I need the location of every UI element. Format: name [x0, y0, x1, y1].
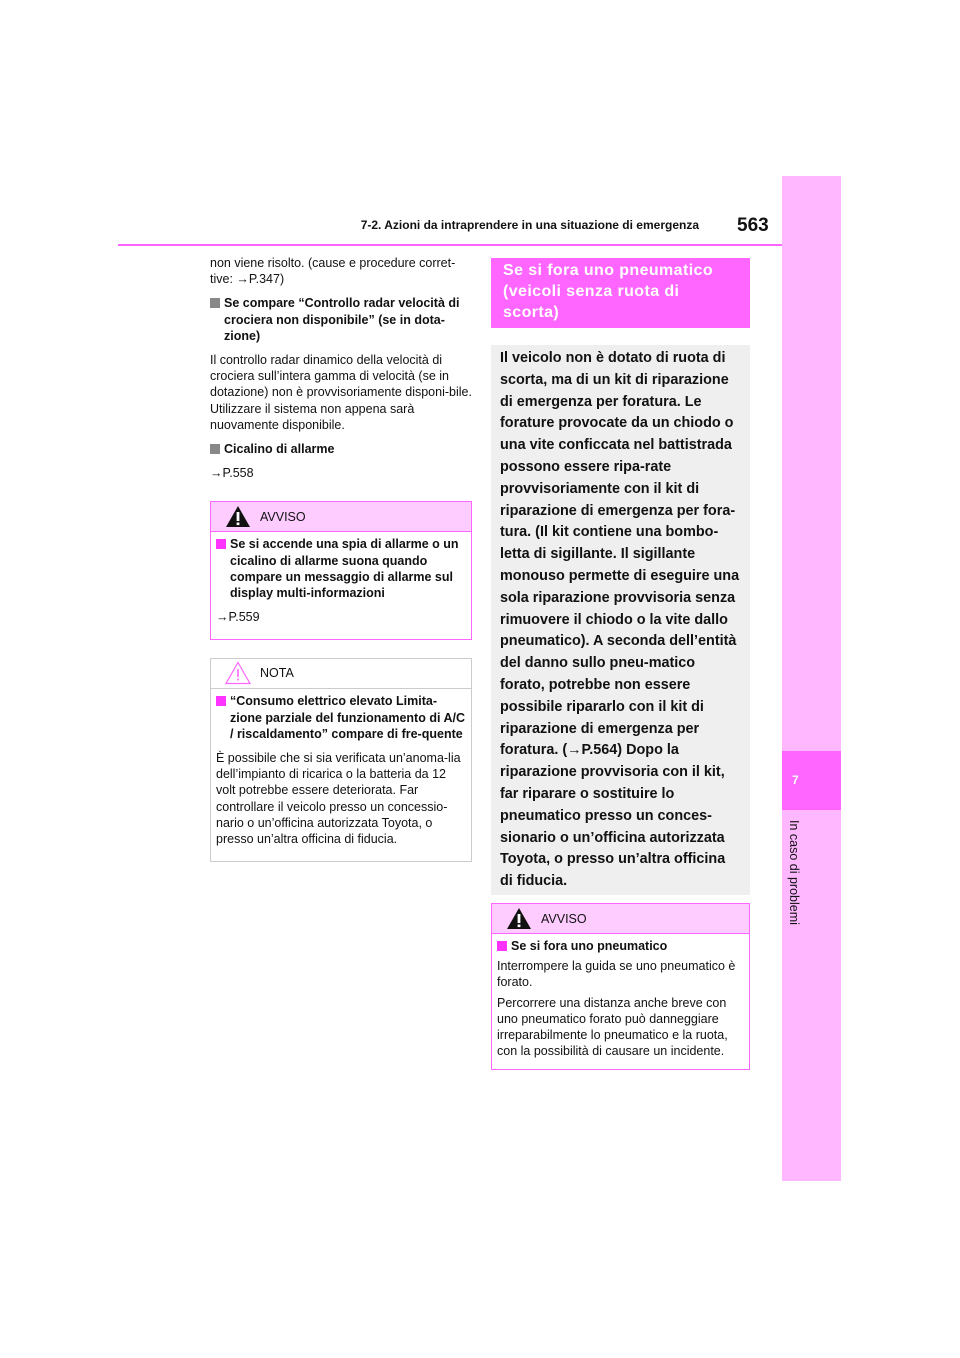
- warning-ref-link[interactable]: →P.559: [216, 610, 260, 625]
- bullet-square-icon: [497, 941, 507, 951]
- chapter-side-tab: [782, 176, 841, 1181]
- section-title: Se si fora uno pneumatico (veicoli senza ruota di scorta): [491, 258, 750, 328]
- radar-text: Il controllo radar dinamico della velocità di crociera sull’intera gamma di velocità (se in dotazione) non è provvisoriamente disponi-bile. Utilizzare il sistema non appena sarà nuovamente disponibile.: [210, 353, 472, 432]
- header-divider: [118, 244, 782, 246]
- note-box: [210, 658, 472, 862]
- summary-text: Il veicolo non è dotato di ruota di scorta, ma di un kit di riparazione di emergenza per foratura. Le forature provocate da un chiodo o una vite conficcata nel battistrada possono essere ripa-rate provvisoriamente con il kit di riparazione di emergenza per fora-tura. (Il kit contiene una bombo-letta di sigillante. Il sigillante monouso permette di eseguire una sola riparazione provvisoria senza rimuovere il chiodo o la vite dallo pneumatico). A seconda dell’entità del danno sullo pneu-matico forato, potrebbe non essere possibile ripararlo con il kit di riparazione di emergenza per foratura. (→P.564) Dopo la riparazione provvisoria con il kit, far riparare o sostituire lo pneumatico presso un conces-sionario o un’officina autorizzata Toyota, o presso un’altra officina di fiducia.: [500, 350, 740, 890]
- buzzer-ref-link[interactable]: →P.558: [210, 466, 254, 481]
- warning-triangle-icon: [506, 907, 532, 930]
- chapter-name: In caso di problemi: [787, 820, 801, 925]
- right-column: [491, 258, 750, 1070]
- summary-box: [491, 345, 750, 895]
- caution-outline-icon: [225, 661, 251, 685]
- warning-text: Percorrere una distanza anche breve con uno pneumatico forato può danneggiare irreparabilmente lo pneumatico e la ruota, con la possibilità di causare un incidente.: [497, 995, 728, 1059]
- radar-heading: Se compare “Controllo radar velocità di crociera non disponibile” (se in dota-zione): [210, 295, 472, 344]
- warning-box: [491, 903, 750, 1070]
- chapter-number-tab[interactable]: [782, 751, 841, 810]
- left-column: [210, 255, 472, 862]
- warning-header: [492, 904, 749, 934]
- note-header: [211, 659, 471, 689]
- warning-box: [210, 501, 472, 640]
- warning-header: [211, 502, 471, 532]
- page-number: 563: [737, 215, 769, 236]
- intro-text: non viene risolto. (cause e procedure corret-tive: →P.347): [210, 256, 456, 287]
- bullet-square-icon: [216, 696, 226, 706]
- warning-text: Interrompere la guida se uno pneumatico è forato.: [497, 959, 736, 990]
- note-title: NOTA: [260, 666, 294, 681]
- warning-heading: Se si fora uno pneumatico: [497, 938, 744, 954]
- warning-title: AVVISO: [541, 912, 587, 926]
- bullet-square-icon: [210, 444, 220, 454]
- warning-triangle-icon: [225, 505, 251, 528]
- bullet-square-icon: [210, 298, 220, 308]
- note-heading: “Consumo elettrico elevato Limita-zione parziale del funzionamento di A/C / riscaldamento” compare di fre-quente: [216, 693, 466, 742]
- buzzer-heading: Cicalino di allarme: [210, 441, 472, 457]
- note-text: È possibile che si sia verificata un’anoma-lia dell’impianto di ricarica o la batteria da 12 volt potrebbe essere deteriorata. Far controllare il veicolo presso un concessio-nario o un’officina autorizzata Toyota, o presso un’altra officina di fiducia.: [216, 751, 461, 847]
- warning-heading: Se si accende una spia di allarme o un cicalino di allarme suona quando compare un messaggio di allarme sul display multi-informazioni: [216, 536, 466, 601]
- bullet-square-icon: [216, 539, 226, 549]
- chapter-number: 7: [792, 773, 799, 787]
- section-header-title: 7-2. Azioni da intraprendere in una situazione di emergenza: [360, 218, 699, 232]
- warning-title: AVVISO: [260, 510, 306, 525]
